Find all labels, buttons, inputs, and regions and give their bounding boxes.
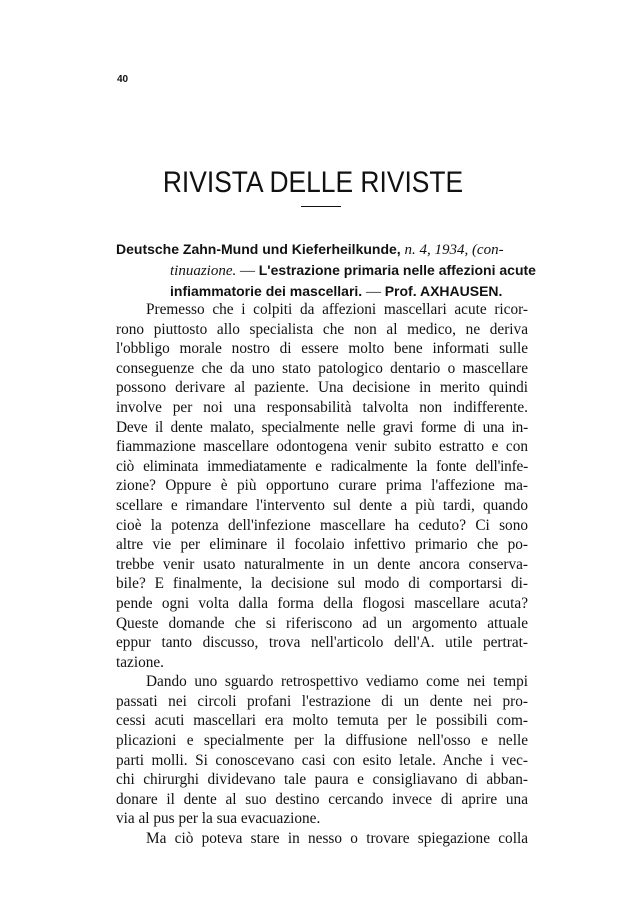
heading-line-2 [116, 260, 536, 281]
continuation-note: tinuazione. [170, 263, 237, 279]
author-name: Prof. AXHAUSEN. [384, 283, 503, 299]
body-line: Ma ciò poteva stare in nesso o trovare spiegazione colla [146, 830, 528, 848]
article-title-part-2: infiammatorie dei mascellari. [170, 283, 363, 299]
body-line: l'obbligo morale nostro di essere molto bene informati sulle [116, 340, 528, 358]
heading-dash-2: — [362, 284, 385, 300]
body-line: involve per noi una responsabilità talvolta non indifferente. [116, 398, 528, 416]
page-title: RIVISTA DELLE RIVISTE [162, 166, 464, 199]
body-line: altre vie per eliminare il focolaio infettivo primario che po- [116, 536, 528, 554]
body-line: Deve il dente malato, specialmente nelle gravi forme di una in- [116, 418, 528, 436]
body-line: plicazioni e specialmente per la diffusione nell'osso e nelle [116, 732, 528, 750]
body-line: rono piuttosto allo specialista che non al medico, ne deriva [116, 320, 528, 338]
article-title-part-1: L'estrazione primaria nelle affezioni acute [258, 262, 536, 278]
body-line: pende ogni volta dalla forma della flogosi mascellare acuta? [116, 594, 528, 612]
body-line: parti molli. Si conoscevano casi con esito letale. Anche i vec- [116, 751, 528, 769]
body-line: Premesso che i colpiti da affezioni mascellari acute ricor- [146, 301, 528, 318]
body-line: passati nei circoli profani l'estrazione di un dente nei pro- [116, 692, 528, 710]
body-line: tazione. [116, 653, 164, 671]
body-line: via al pus per la sua evacuazione. [116, 810, 321, 828]
title-divider [301, 206, 341, 207]
body-line: cessi acuti mascellari era molto temuta per le possibili com- [116, 712, 528, 730]
body-line: chi chirurghi dividevano tale paura e consigliavano di abban- [116, 771, 528, 789]
body-line: trebbe venir usato naturalmente in un dente ancora conserva- [116, 555, 528, 573]
heading-line-1 [116, 239, 528, 260]
heading-line-3 [116, 281, 528, 302]
body-line: ciò eliminata immediatamente e radicalmente la fonte dell'infe- [116, 457, 528, 475]
article-body [116, 300, 528, 849]
body-line: cioè la potenza dell'infezione mascellare ha ceduto? Ci sono [116, 516, 528, 534]
body-line: possono derivare al paziente. Una decisione in merito quindi [116, 379, 528, 397]
page-number: 40 [117, 74, 129, 85]
body-line: bile? E finalmente, la decisione sul modo di comportarsi di- [116, 575, 528, 593]
body-line: conseguenze che da uno stato patologico dentario o mascellare [116, 359, 528, 377]
issue-info: n. 4, 1934, (con- [404, 242, 504, 258]
heading-dash-1: — [236, 263, 259, 279]
body-line: Dando uno sguardo retrospettivo vediamo come nei tempi [146, 673, 528, 691]
body-line: donare il dente al suo destino cercando invece di aprire una [116, 790, 528, 808]
body-line: eppur tanto discusso, trova nell'articolo dell'A. utile pertrat- [116, 634, 528, 652]
journal-name: Deutsche Zahn-Mund und Kieferheilkunde, [116, 241, 401, 257]
body-line: fiammazione mascellare odontogena venir subito estratto e con [116, 438, 528, 456]
body-line: zione? Oppure è più opportuno curare prima l'affezione ma- [116, 477, 528, 495]
article-heading [116, 239, 536, 302]
body-line: Queste domande che si riferiscono ad un argomento attuale [116, 614, 528, 632]
body-line: scellare e rimandare l'intervento sul dente a più tardi, quando [116, 496, 528, 514]
